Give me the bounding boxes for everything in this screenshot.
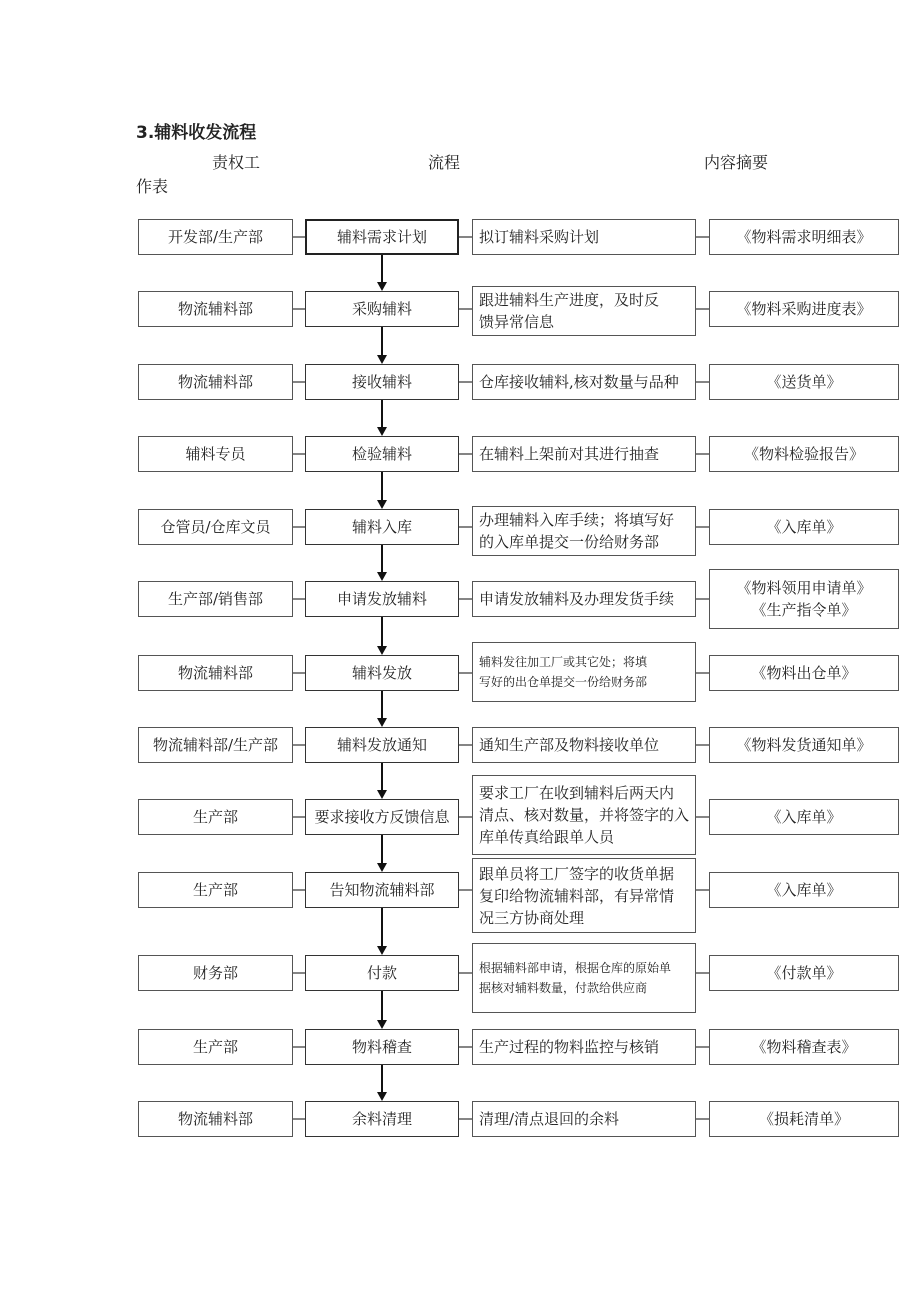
summary-box: 在辅料上架前对其进行抽查 <box>472 436 696 472</box>
flow-arrow-head <box>377 863 387 872</box>
responsible-box: 物流辅料部 <box>138 364 293 400</box>
summary-box: 申请发放辅料及办理发货手续 <box>472 581 696 617</box>
flow-step-box: 辅料发放通知 <box>305 727 459 763</box>
flow-step-box: 要求接收方反馈信息 <box>305 799 459 835</box>
summary-box: 仓库接收辅料,核对数量与品种 <box>472 364 696 400</box>
summary-box: 要求工厂在收到辅料后两天内 清点、核对数量，并将签字的入 库单传真给跟单人员 <box>472 775 696 855</box>
responsible-box: 物流辅料部/生产部 <box>138 727 293 763</box>
column-header-responsible-cont: 作表 <box>136 177 169 196</box>
form-box: 《物料需求明细表》 <box>709 219 899 255</box>
form-box: 《物料采购进度表》 <box>709 291 899 327</box>
form-box: 《入库单》 <box>709 872 899 908</box>
summary-box: 跟单员将工厂签字的收货单据 复印给物流辅料部，有异常情 况三方协商处理 <box>472 858 696 933</box>
flow-arrow-head <box>377 1020 387 1029</box>
flow-arrow-head <box>377 1092 387 1101</box>
form-box: 《入库单》 <box>709 509 899 545</box>
page-heading: 3.辅料收发流程 <box>136 123 257 143</box>
flow-arrow-head <box>377 718 387 727</box>
summary-box: 清理/清点退回的余料 <box>472 1101 696 1137</box>
responsible-box: 物流辅料部 <box>138 1101 293 1137</box>
responsible-box: 物流辅料部 <box>138 655 293 691</box>
summary-box: 辅料发往加工厂或其它处；将填 写好的出仓单提交一份给财务部 <box>472 642 696 702</box>
form-box: 《物料发货通知单》 <box>709 727 899 763</box>
summary-box: 拟订辅料采购计划 <box>472 219 696 255</box>
form-box: 《物料出仓单》 <box>709 655 899 691</box>
flow-step-box: 告知物流辅料部 <box>305 872 459 908</box>
column-header-flow: 流程 <box>428 153 461 172</box>
responsible-box: 物流辅料部 <box>138 291 293 327</box>
responsible-box: 财务部 <box>138 955 293 991</box>
responsible-box: 生产部/销售部 <box>138 581 293 617</box>
responsible-box: 生产部 <box>138 1029 293 1065</box>
flow-step-box: 付款 <box>305 955 459 991</box>
form-box: 《付款单》 <box>709 955 899 991</box>
flow-step-box: 余料清理 <box>305 1101 459 1137</box>
form-box: 《物料检验报告》 <box>709 436 899 472</box>
form-box: 《入库单》 <box>709 799 899 835</box>
form-box: 《物料领用申请单》 《生产指令单》 <box>709 569 899 629</box>
form-box: 《物料稽查表》 <box>709 1029 899 1065</box>
flow-step-box: 辅料发放 <box>305 655 459 691</box>
form-box: 《送货单》 <box>709 364 899 400</box>
responsible-box: 仓管员/仓库文员 <box>138 509 293 545</box>
flow-arrow-head <box>377 500 387 509</box>
flow-arrow-head <box>377 355 387 364</box>
summary-box: 根据辅料部申请，根据仓库的原始单 据核对辅料数量，付款给供应商 <box>472 943 696 1013</box>
flow-arrow-head <box>377 790 387 799</box>
form-box: 《损耗清单》 <box>709 1101 899 1137</box>
flow-arrow-head <box>377 946 387 955</box>
summary-box: 通知生产部及物料接收单位 <box>472 727 696 763</box>
flow-arrow-head <box>377 282 387 291</box>
flow-arrow-head <box>377 646 387 655</box>
flow-step-box: 辅料需求计划 <box>305 219 459 255</box>
flow-arrow-head <box>377 572 387 581</box>
flow-step-box: 辅料入库 <box>305 509 459 545</box>
summary-box: 跟进辅料生产进度，及时反 馈异常信息 <box>472 286 696 336</box>
summary-box: 生产过程的物料监控与核销 <box>472 1029 696 1065</box>
flow-step-box: 物料稽查 <box>305 1029 459 1065</box>
column-header-responsible: 责权工 <box>212 153 261 172</box>
responsible-box: 生产部 <box>138 799 293 835</box>
column-header-summary: 内容摘要 <box>704 153 769 172</box>
flow-step-box: 接收辅料 <box>305 364 459 400</box>
summary-box: 办理辅料入库手续；将填写好 的入库单提交一份给财务部 <box>472 506 696 556</box>
responsible-box: 开发部/生产部 <box>138 219 293 255</box>
responsible-box: 生产部 <box>138 872 293 908</box>
responsible-box: 辅料专员 <box>138 436 293 472</box>
flow-step-box: 申请发放辅料 <box>305 581 459 617</box>
flow-step-box: 检验辅料 <box>305 436 459 472</box>
flow-step-box: 采购辅料 <box>305 291 459 327</box>
flow-arrow-head <box>377 427 387 436</box>
